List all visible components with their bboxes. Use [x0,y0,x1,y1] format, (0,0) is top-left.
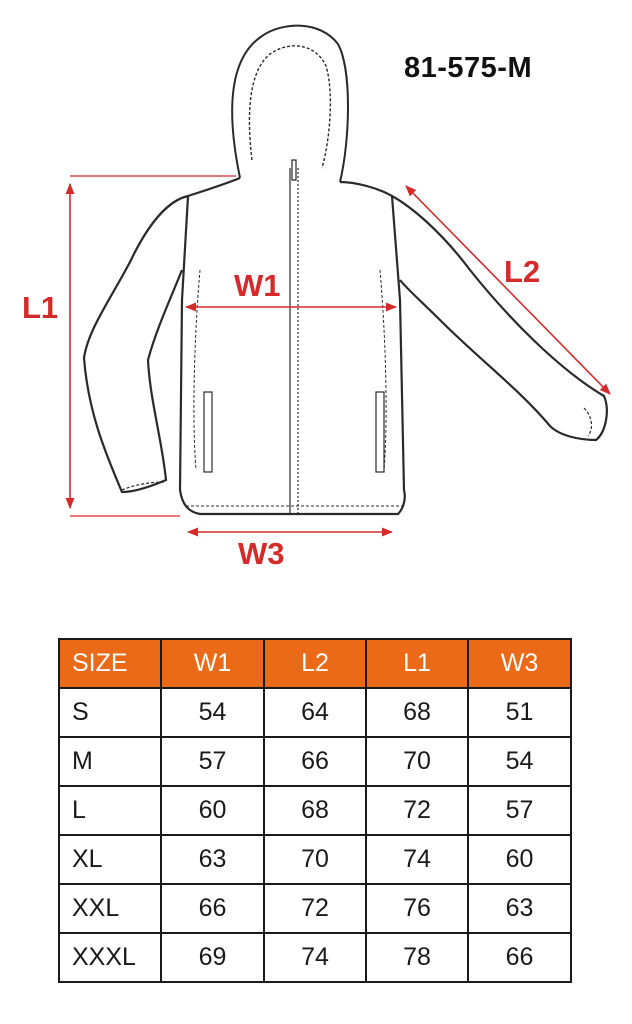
l2-cell: 70 [264,835,366,884]
table-row [59,737,571,786]
header-l2: L2 [264,639,366,688]
l2-measure-line [406,186,610,394]
table-row [59,688,571,737]
table-row [59,884,571,933]
l1-label: L1 [22,290,59,325]
w1-cell: 57 [161,737,264,786]
right-side-seam [380,270,386,470]
l1-cell: 76 [366,884,468,933]
l1-cell: 72 [366,786,468,835]
l2-cell: 68 [264,786,366,835]
jacket-body-outline [180,178,405,514]
l2-label: L2 [504,254,541,289]
l2-cell: 74 [264,933,366,982]
w1-cell: 60 [161,786,264,835]
w1-cell: 54 [161,688,264,737]
right-sleeve-outline [392,196,607,440]
w3-cell: 51 [468,688,571,737]
w1-cell: 63 [161,835,264,884]
product-code: 81-575-M [404,52,533,84]
l2-cell: 66 [264,737,366,786]
header-w3: W3 [468,639,571,688]
w3-cell: 63 [468,884,571,933]
size-cell: XL [59,835,161,884]
header-l1: L1 [366,639,468,688]
left-sleeve-outline [84,196,188,492]
left-pocket [204,392,212,472]
l1-cell: 70 [366,737,468,786]
hood-inner-outline [249,46,330,168]
w1-cell: 69 [161,933,264,982]
w3-cell: 57 [468,786,571,835]
table-row [59,933,571,982]
right-cuff [584,408,591,436]
size-cell: XXL [59,884,161,933]
w3-cell: 66 [468,933,571,982]
size-cell: L [59,786,161,835]
right-pocket [376,392,384,472]
size-cell: M [59,737,161,786]
w1-label: W1 [234,268,281,303]
left-side-seam [194,270,200,470]
l1-cell: 74 [366,835,468,884]
table-row [59,786,571,835]
w3-label: W3 [238,536,285,571]
w3-cell: 54 [468,737,571,786]
w1-cell: 66 [161,884,264,933]
table-row [59,835,571,884]
header-size: SIZE [59,639,161,688]
l2-cell: 64 [264,688,366,737]
l2-cell: 72 [264,884,366,933]
size-cell: S [59,688,161,737]
zipper-pull [292,160,296,180]
l1-cell: 78 [366,933,468,982]
l1-cell: 68 [366,688,468,737]
size-chart-table [58,638,572,983]
w3-cell: 60 [468,835,571,884]
header-w1: W1 [161,639,264,688]
size-cell: XXXL [59,933,161,982]
size-table-header-row [59,639,571,688]
